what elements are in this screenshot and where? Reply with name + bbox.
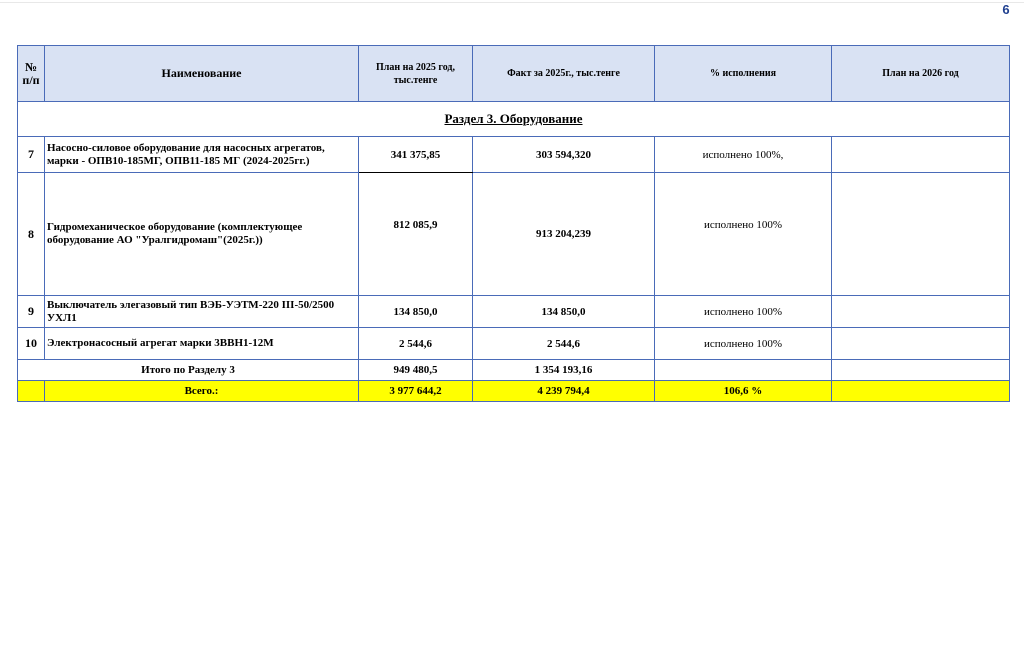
row-plan2026 xyxy=(832,173,1010,296)
col-header-name: Наименование xyxy=(45,46,359,102)
budget-table xyxy=(17,45,1010,402)
row-percent: исполнено 100% xyxy=(655,173,832,296)
row-name: Выключатель элегазовый тип ВЭБ-УЭТМ-220 III-50/2500 УХЛ1 xyxy=(45,296,359,328)
row-plan2026 xyxy=(832,328,1010,360)
top-rule xyxy=(0,2,1024,3)
col-header-percent: % исполнения xyxy=(655,46,832,102)
row-num: 9 xyxy=(18,296,45,328)
subtotal-row xyxy=(18,360,1010,381)
header-row xyxy=(18,46,1010,102)
row-name: Электронасосный агрегат марки 3ВВН1-12М xyxy=(45,328,359,360)
subtotal-fact2025: 1 354 193,16 xyxy=(473,360,655,381)
row-plan2025: 812 085,9 xyxy=(359,173,473,296)
page-number: 6 xyxy=(1002,2,1010,17)
row-plan2025: 341 375,85 xyxy=(359,137,473,173)
total-percent: 106,6 % xyxy=(655,381,832,402)
row-fact2025: 303 594,320 xyxy=(473,137,655,173)
table-row xyxy=(18,137,1010,173)
row-num: 8 xyxy=(18,173,45,296)
col-header-plan2025: План на 2025 год, тыс.тенге xyxy=(359,46,473,102)
row-fact2025: 2 544,6 xyxy=(473,328,655,360)
subtotal-plan2025: 949 480,5 xyxy=(359,360,473,381)
section-title: Раздел 3. Оборудование xyxy=(18,102,1010,137)
total-plan2026 xyxy=(832,381,1010,402)
table-row xyxy=(18,328,1010,360)
total-row xyxy=(18,381,1010,402)
table-row xyxy=(18,173,1010,296)
col-header-num: № п/п xyxy=(18,46,45,102)
table-row xyxy=(18,296,1010,328)
col-header-fact2025: Факт за 2025г., тыс.тенге xyxy=(473,46,655,102)
subtotal-plan2026 xyxy=(832,360,1010,381)
total-fact2025: 4 239 794,4 xyxy=(473,381,655,402)
row-percent: исполнено 100%, xyxy=(655,137,832,173)
row-fact2025: 913 204,239 xyxy=(473,173,655,296)
section-row xyxy=(18,102,1010,137)
row-plan2025: 134 850,0 xyxy=(359,296,473,328)
subtotal-label: Итого по Разделу 3 xyxy=(18,360,359,381)
row-fact2025: 134 850,0 xyxy=(473,296,655,328)
row-percent: исполнено 100% xyxy=(655,328,832,360)
row-plan2025: 2 544,6 xyxy=(359,328,473,360)
row-num: 10 xyxy=(18,328,45,360)
total-num-cell xyxy=(18,381,45,402)
row-num: 7 xyxy=(18,137,45,173)
row-percent: исполнено 100% xyxy=(655,296,832,328)
col-header-plan2026: План на 2026 год xyxy=(832,46,1010,102)
row-name: Насосно-силовое оборудование для насосных агрегатов, марки - ОПВ10-185МГ, ОПВ11-185 МГ (2024-2025гг.) xyxy=(45,137,359,173)
total-plan2025: 3 977 644,2 xyxy=(359,381,473,402)
row-plan2026 xyxy=(832,137,1010,173)
total-label: Всего.: xyxy=(45,381,359,402)
row-name: Гидромеханическое оборудование (комплектующее оборудование АО "Уралгидромаш"(2025г.)) xyxy=(45,173,359,296)
subtotal-percent xyxy=(655,360,832,381)
row-plan2026 xyxy=(832,296,1010,328)
